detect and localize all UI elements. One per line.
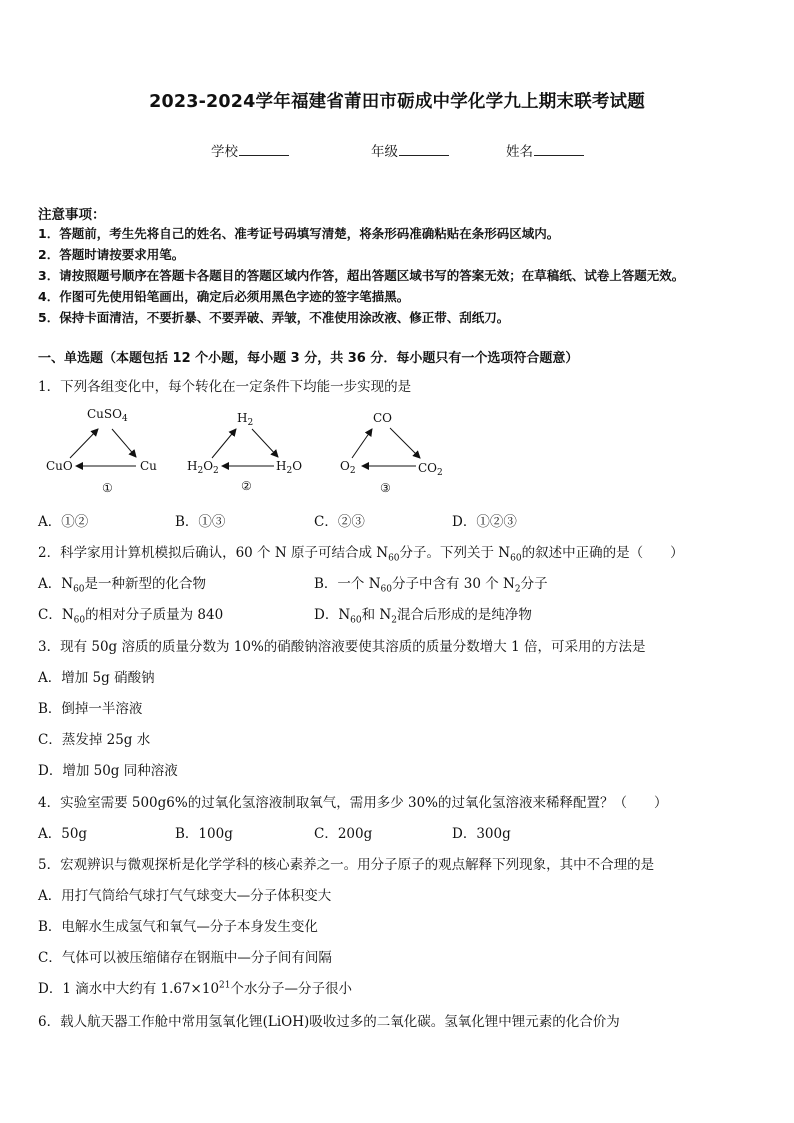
q5-option-c[interactable]: C．气体可以被压缩储存在钢瓶中—分子间有间隔 [38,950,332,966]
q4-option-b[interactable]: B．100g [175,826,233,842]
name-field [506,140,584,160]
q2-option-b[interactable]: B．一个 $N_{60}$分子中含有 30 个 $N_2$分子 [314,576,548,595]
arrow [70,429,98,458]
q2-option-c[interactable]: C．$N_{60}$的相对分子质量为 840 [38,607,224,626]
diagram-3 [340,411,443,495]
question-6-stem: 6．载人航天器工作舱中常用氢氧化锂(LiOH)吸收过多的二氧化碳。氢氧化锂中锂元素的化合价为 [38,1014,620,1030]
note-item: 1．答题前，考生先将自己的姓名、准考证号码填写清楚，将条形码准确粘贴在条形码区域内。 [38,226,560,241]
q3-option-b[interactable]: B．倒掉一半溶液 [38,701,143,717]
q2-option-a[interactable]: A．$N_{60}$是一种新型的化合物 [38,576,207,595]
q2-option-d[interactable]: D．$N_{60}$和 $N_2$混合后形成的是纯净物 [314,607,532,626]
svg-text:H2O: $H_2O$ [276,459,303,476]
svg-text:①: ① [102,481,113,495]
arrow [112,429,136,457]
q1-option-b[interactable]: B．①③ [175,514,226,530]
page-title: 2023-2024学年福建省莆田市砺成中学化学九上期末联考试题 [149,92,645,112]
question-2-stem: 2．科学家用计算机模拟后确认，60 个 N 原子可结合成 $N_{60}$分子。下列关于 $N_{60}$的叙述中正确的是（ ） [38,545,684,564]
name-blank[interactable] [534,141,584,156]
diagram-1 [46,407,157,495]
school-label: 学校 [211,144,238,160]
grade-blank[interactable] [399,141,449,156]
note-item: 5．保持卡面清洁，不要折暴、不要弄破、弄皱，不准使用涂改液、修正带、刮纸刀。 [38,310,510,325]
svg-text:②: ② [241,479,252,493]
q3-option-d[interactable]: D．增加 50g 同种溶液 [38,763,178,779]
grade-field [371,140,449,160]
section-heading: 一、单选题（本题包括 12 个小题，每小题 3 分，共 36 分．每小题只有一个选项符合题意） [38,351,579,366]
school-field [211,140,289,160]
q4-option-a[interactable]: A．50g [38,826,88,842]
svg-text:CuO: CuO [46,459,73,473]
arrow [390,428,420,458]
svg-text:③: ③ [380,481,391,495]
q1-option-d[interactable]: D．①②③ [452,514,517,530]
arrow [252,429,278,457]
arrow [352,429,372,458]
svg-text:CuSO4: CuSO$_4$ [87,407,128,424]
q4-option-c[interactable]: C．200g [314,826,373,842]
conversion-diagrams [40,402,460,498]
q5-option-b[interactable]: B．电解水生成氢气和氧气—分子本身发生变化 [38,919,318,935]
name-label: 姓名 [506,144,533,160]
question-1-stem: 1．下列各组变化中，每个转化在一定条件下均能一步实现的是 [38,379,412,395]
diagram-2 [187,411,302,493]
question-4-stem: 4．实验室需要 500g6%的过氧化氢溶液制取氧气，需用多少 30%的过氧化氢溶液来稀释配置？（ ） [38,795,668,811]
q4-option-d[interactable]: D．300g [452,826,511,842]
q1-option-c[interactable]: C．②③ [314,514,365,530]
svg-text:CO2: $CO_2$ [418,461,443,478]
note-item: 2．答题时请按要求用笔。 [38,247,185,262]
arrow [212,429,236,458]
note-item: 3．请按照题号顺序在答题卡各题目的答题区域内作答，超出答题区域书写的答案无效；在草稿纸、试卷上答题无效。 [38,268,685,283]
svg-text:H2: $H_2$ [237,411,254,428]
q1-option-a[interactable]: A．①② [38,514,89,530]
svg-text:H2O2: $H_2O_2$ [187,459,219,476]
school-blank[interactable] [239,141,289,156]
q5-option-d[interactable]: D．1 滴水中大约有 $1.67\times 10^{21}$个水分子—分子很小 [38,980,352,997]
grade-label: 年级 [371,144,398,160]
svg-text:O2: $O_2$ [340,459,356,476]
svg-text:CO: CO [373,411,393,425]
svg-text:Cu: Cu [140,459,157,473]
question-3-stem: 3．现有 50g 溶质的质量分数为 10%的硝酸钠溶液要使其溶质的质量分数增大 1 倍，可采用的方法是 [38,639,646,655]
note-item: 4．作图可先使用铅笔画出，确定后必须用黑色字迹的签字笔描黑。 [38,289,410,304]
q3-option-c[interactable]: C．蒸发掉 25g 水 [38,732,151,748]
q5-option-a[interactable]: A．用打气筒给气球打气气球变大—分子体积变大 [38,888,332,904]
question-5-stem: 5．宏观辨识与微观探析是化学学科的核心素养之一。用分子原子的观点解释下列现象，其中不合理的是 [38,857,655,873]
q3-option-a[interactable]: A．增加 5g 硝酸钠 [38,670,155,686]
notes-heading: 注意事项： [38,207,106,223]
